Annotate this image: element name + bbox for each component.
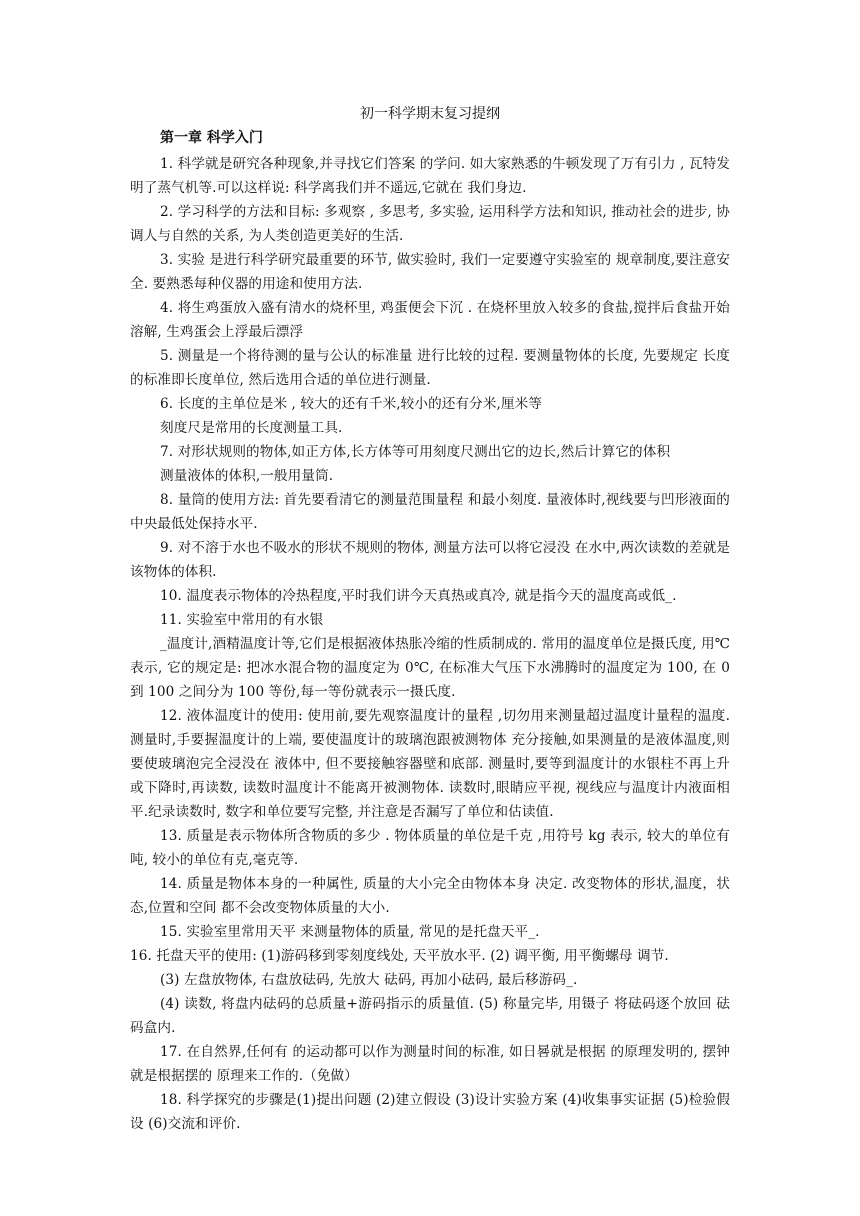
document-page <box>130 104 730 1136</box>
paragraph-6: 6. 长度的主单位是米 , 较大的还有千米,较小的还有分米,厘米等 <box>160 396 543 412</box>
paragraph-12: 12. 液体温度计的使用: 使用前,要先观察温度计的量程 ,切勿用来测量超过温度计量程的温度. 测量时,手要握温度计的上端, 要使温度计的玻璃泡跟被测物体 充分接触,如果测量的是液体温度,则要使玻璃泡完全浸没在 液体中, 但不要接触容器壁和底部. 测量时,要等到温度计的水银柱不再上升或下降时,再读数, 读数时温度计不能离开被测物体. 读数时,眼睛应平视, 视线应与温度计内液面相平.纪录读数时, 数字和单位要写完整, 并注意是否漏写了单位和估读值. <box>130 708 730 820</box>
paragraph-8: 8. 量筒的使用方法: 首先要看清它的测量范围量程 和最小刻度. 量液体时,视线要与凹形液面的中央最低处保持水平. <box>130 492 730 532</box>
paragraph-1: 1. 科学就是研究各种现象,并寻找它们答案 的学问. 如大家熟悉的牛顿发现了万有引力 , 瓦特发明了蒸气机等.可以这样说: 科学离我们并不遥远,它就在 我们身边. <box>130 156 730 196</box>
paragraph-18: 18. 科学探究的步骤是(1)提出问题 (2)建立假设 (3)设计实验方案 (4)收集事实证据 (5)检验假设 (6)交流和评价. <box>130 1092 730 1132</box>
paragraph-11: 11. 实验室中常用的有水银 <box>160 612 324 628</box>
paragraph-5: 5. 测量是一个将待测的量与公认的标准量 进行比较的过程. 要测量物体的长度, 先要规定 长度的标准即长度单位, 然后选用合适的单位进行测量. <box>130 348 730 388</box>
paragraph-14: 14. 质量是物体本身的一种属性, 质量的大小完全由物体本身 决定. 改变物体的形状,温度，状态,位置和空间 都不会改变物体质量的大小. <box>130 876 730 916</box>
document-title: 初一科学期末复习提纲 <box>360 106 500 122</box>
paragraph-13: 13. 质量是表示物体所含物质的多少 . 物体质量的单位是千克 ,用符号 kg 表示, 较大的单位有 吨, 较小的单位有克,毫克等. <box>130 828 730 868</box>
paragraph-10: 10. 温度表示物体的冷热程度,平时我们讲今天真热或真冷, 就是指今天的温度高或低_. <box>160 588 677 604</box>
chapter-heading: 第一章 科学入门 <box>160 130 263 146</box>
paragraph-9: 9. 对不溶于水也不吸水的形状不规则的物体, 测量方法可以将它浸没 在水中,两次读数的差就是该物体的体积. <box>130 540 730 580</box>
paragraph-7: 7. 对形状规则的物体,如正方体,长方体等可用刻度尺测出它的边长,然后计算它的体积 <box>160 444 671 460</box>
paragraph-6-continued: 刻度尺是常用的长度测量工具. <box>160 420 343 436</box>
paragraph-11-continued: _温度计,酒精温度计等,它们是根据液体热胀冷缩的性质制成的. 常用的温度单位是摄氏度, 用℃表示, 它的规定是: 把冰水混合物的温度定为 0℃, 在标准大气压下水沸腾时的温度定为 100, 在 0 到 100 之间分为 100 等份,每一等份就表示一摄氏度. <box>130 636 730 700</box>
paragraph-16: 16. 托盘天平的使用: (1)游码移到零刻度线处, 天平放水平. (2) 调平衡, 用平衡螺母 调节. <box>130 948 669 964</box>
paragraph-7-continued: 测量液体的体积,一般用量筒. <box>160 468 334 484</box>
paragraph-17: 17. 在自然界,任何有 的运动都可以作为测量时间的标准, 如日晷就是根据 的原理发明的, 摆钟就是根据摆的 原理来工作的.（免做） <box>130 1044 730 1084</box>
paragraph-3: 3. 实验 是进行科学研究最重要的环节, 做实验时, 我们一定要遵守实验室的 规章制度,要注意安全. 要熟悉每种仪器的用途和使用方法. <box>130 252 730 292</box>
paragraph-4: 4. 将生鸡蛋放入盛有清水的烧杯里, 鸡蛋便会下沉 . 在烧杯里放入较多的食盐,搅拌后食盐开始溶解, 生鸡蛋会上浮最后漂浮 <box>130 300 730 340</box>
paragraph-15: 15. 实验室里常用天平 来测量物体的质量, 常见的是托盘天平_. <box>160 924 540 940</box>
paragraph-2: 2. 学习科学的方法和目标: 多观察 , 多思考, 多实验, 运用科学方法和知识, 推动社会的进步, 协调人与自然的关系, 为人类创造更美好的生活. <box>130 204 730 244</box>
paragraph-16-step-4: (4) 读数, 将盘内砝码的总质量+游码指示的质量值. (5) 称量完毕, 用镊子 将砝码逐个放回 砝码盒内. <box>130 996 730 1036</box>
paragraph-16-step-3: (3) 左盘放物体, 右盘放砝码, 先放大 砝码, 再加小砝码, 最后移游码_. <box>160 972 578 988</box>
